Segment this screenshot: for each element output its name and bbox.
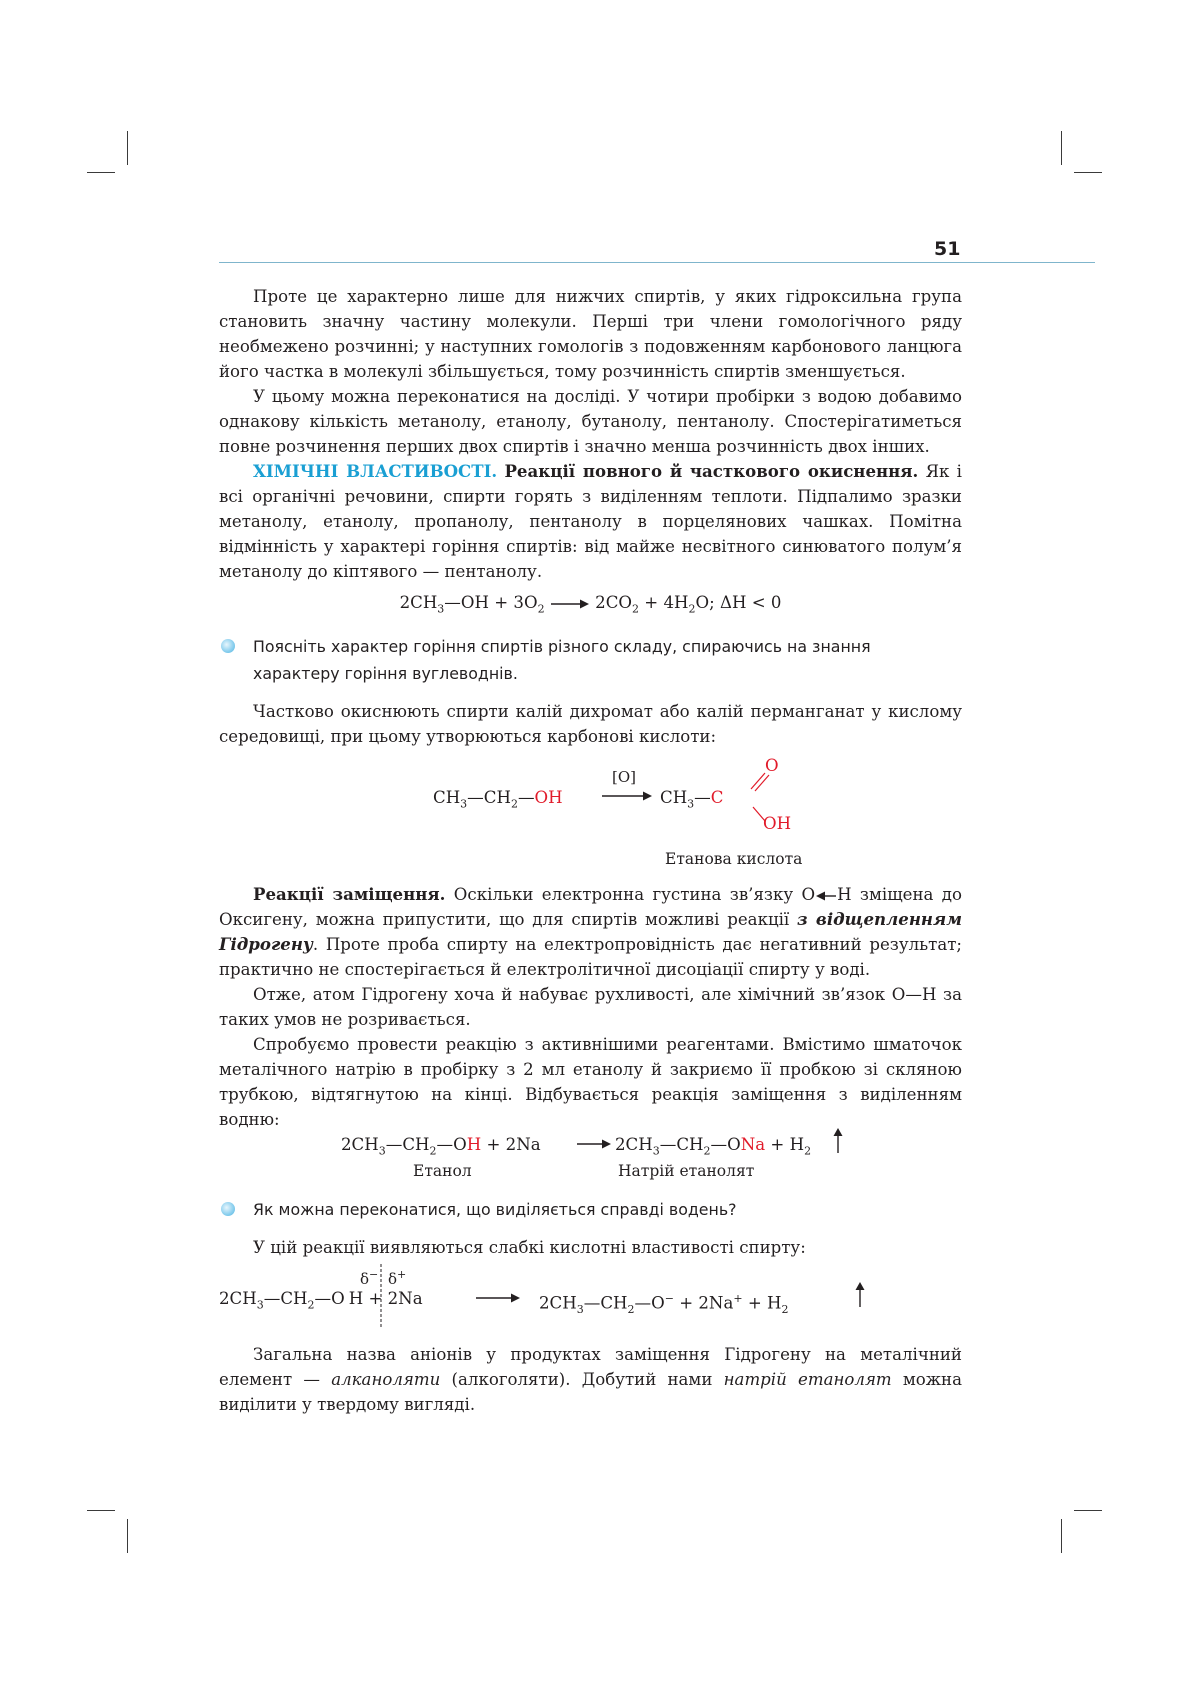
emphasis-text: з відщепленням Гідрогену [219,909,962,955]
emphasis-text: алканоляти [331,1370,441,1390]
eq-sub: 2 [429,1144,437,1158]
crop-mark [127,1519,128,1553]
scheme-formula [539,1286,789,1322]
scheme-formula [433,785,563,816]
eq-sub: 2 [537,602,545,616]
question-block [219,1196,962,1223]
crop-mark [1061,1519,1062,1553]
paragraph: У цьому можна переконатися на досліді. У чотири пробірки з водою добавимо однакову кількість метанолу, етанолу, бутанолу, пентанолу. Спостерігатиметься повне розчинення перших двох спиртів і значно менша розчинність двох інших. [219,387,962,456]
sodium-atom: Na [740,1135,766,1155]
gas-arrow-icon [833,1128,843,1154]
oxidation-scheme [219,753,962,845]
header-rule [219,262,1095,263]
eq-text: —O [314,1289,345,1309]
emphasis-text: натрій етанолят [723,1370,892,1390]
eq-text: —CH [583,1293,628,1313]
eq-sub: 2 [627,1303,635,1317]
bold-term: Реакції заміщення. [253,884,446,905]
eq-text: H + 2Na [348,1289,423,1309]
eq-text: + H [765,1135,805,1155]
paragraph: Спробуємо провести реакцію з активнішими реагентами. Вмістимо шматочок металічного натрію в пробірку з 2 мл етанолу й закриємо її пробкою зі скляною трубкою, відтягнутою на кінці. Відбувається реакція заміщення з виділенням водню: [219,1035,962,1130]
eq-text: 2CH [399,593,438,612]
ionic-reaction-scheme [219,1264,962,1328]
eq-text: δ [360,1270,370,1289]
eq-sub: 3 [576,1303,584,1317]
paragraph: Отже, атом Гідрогену хоча й набуває рухливості, але хімічний зв’язок O—H за таких умов не розривається. [219,985,962,1030]
paragraph-text: H зміщена до Оксигену, можна припустити, що для спиртів можливі реакції [219,885,962,930]
eq-sub: 3 [460,797,468,811]
eq-sub: 2 [688,602,696,616]
paragraph-text: Оскільки електронна густина зв’язку O [445,885,816,905]
question-bullet-icon [221,639,235,653]
eq-sub: 2 [632,602,640,616]
eq-text: 2CH [615,1135,653,1155]
eq-sup: + [397,1268,407,1282]
sodium-reaction-scheme [219,1132,962,1184]
reaction-arrow-icon [550,598,590,610]
eq-text: + 2Na [673,1293,734,1313]
eq-text: 2CO [595,593,633,612]
bond-cleavage-line [379,1264,383,1328]
eq-sup: + [733,1292,743,1306]
eq-text: 2CH [219,1289,257,1309]
eq-sub: 3 [687,797,695,811]
paragraph [219,882,962,982]
eq-text: — [517,788,535,808]
hydroxyl-group: OH [534,788,563,808]
crop-mark [127,131,128,165]
page-content [219,284,962,1417]
question-bullet-icon [221,1202,235,1216]
eq-sup: − [664,1292,674,1306]
eq-sub: 2 [804,1144,812,1158]
paragraph-text: (алкоголяти). Добутий нами [440,1370,724,1390]
question-block [219,633,962,687]
reaction-arrow-icon [475,1292,521,1304]
eq-text: —CH [659,1135,704,1155]
crop-mark [1074,1510,1102,1511]
eq-text: — [694,788,711,808]
scheme-caption: Натрій етанолят [618,1162,755,1181]
eq-sub: 2 [307,1298,315,1312]
section-heading: ХІМІЧНІ ВЛАСТИВОСТІ. [253,461,498,481]
paragraph: У цій реакції виявляються слабкі кислотні властивості спирту: [253,1238,806,1258]
gas-arrow-icon [855,1282,865,1308]
eq-text: —O [436,1135,467,1155]
question-text: Як можна переконатися, що виділяється справді водень? [253,1200,737,1220]
paragraph: Проте це характерно лише для нижчих спиртів, у яких гідроксильна група становить значну частину молекули. Перші три члени гомологічного ряду необмежено розчинні; у наступних гомологів з подовженням карбонового ланцюга його частка в молекулі збільшується, тому розчинність спиртів зменшується. [219,287,962,381]
paragraph-text: Загальна назва аніонів у продуктах заміщення Гідрогену на металічний елемент — [219,1345,962,1390]
page-number: 51 [934,238,961,260]
reaction-arrow-icon [576,1138,612,1150]
eq-text: CH [433,788,461,808]
reaction-arrow-icon [601,790,653,802]
crop-mark [87,1510,115,1511]
hydrogen-atom: H [466,1135,482,1155]
eq-sub: 3 [437,602,445,616]
eq-text: + 2Na [481,1135,541,1155]
paragraph: Частково окиснюють спирти калій дихромат або калій перманганат у кислому середовищі, при цьому утворюються карбонові кислоти: [219,702,962,747]
eq-text: —CH [263,1289,308,1309]
eq-sub: 3 [652,1144,660,1158]
eq-sub: 3 [378,1144,386,1158]
eq-sub: 2 [510,797,518,811]
scheme-caption: Етанова кислота [665,850,803,869]
eq-text: —CH [467,788,511,808]
polarity-arrow-icon [815,890,837,902]
paragraph [219,459,962,584]
partial-charge-negative [360,1262,378,1292]
eq-sup: − [369,1268,379,1282]
eq-text: —O [710,1135,741,1155]
combustion-equation [219,590,962,621]
eq-text: 2CH [341,1135,379,1155]
paragraph [219,1342,962,1417]
scheme-caption: Етанол [413,1162,472,1181]
eq-text: —OH + 3O [444,593,538,612]
carbonyl-oxygen: O [765,756,779,776]
eq-sub: 2 [703,1144,711,1158]
eq-sub: 2 [781,1303,789,1317]
eq-text: O; ΔH < 0 [695,593,782,612]
eq-sub: 3 [256,1298,264,1312]
hydroxyl-group: OH [763,814,792,834]
crop-mark [87,172,115,173]
reagent-label: [O] [612,768,637,787]
scheme-formula [660,785,723,816]
carboxyl-carbon: C [710,788,724,808]
eq-text: + 4H [639,593,689,612]
eq-text: + H [742,1293,782,1313]
eq-text: CH [660,788,688,808]
eq-text: —O [634,1293,665,1313]
eq-text: —CH [385,1135,430,1155]
bold-term: Реакції повного й часткового окиснення. [504,461,919,481]
question-text: Поясніть характер горіння спиртів різного складу, спираючись на знання характеру горіння вуглеводнів. [253,637,871,684]
eq-text: 2CH [539,1293,577,1313]
crop-mark [1074,172,1102,173]
paragraph-text: можна виділити у твердому вигляді. [219,1370,963,1415]
paragraph-text: . Проте проба спирту на електропровідність дає негативний результат; практично не спостерігається й електролітичної дисоціації спирту у воді. [219,935,962,980]
eq-text: δ [388,1270,398,1289]
partial-charge-positive [388,1262,406,1292]
paragraph-text: Як і всі органічні речовини, спирти горять з виділенням теплоти. Підпалимо зразки метанолу, етанолу, пропанолу, пентанолу в порцелянових чашках. Помітна відмінність у характері горіння спиртів: від майже несвітного синюватого полум’я метанолу до кіптявого — пентанолу. [219,462,962,581]
crop-mark [1061,131,1062,165]
